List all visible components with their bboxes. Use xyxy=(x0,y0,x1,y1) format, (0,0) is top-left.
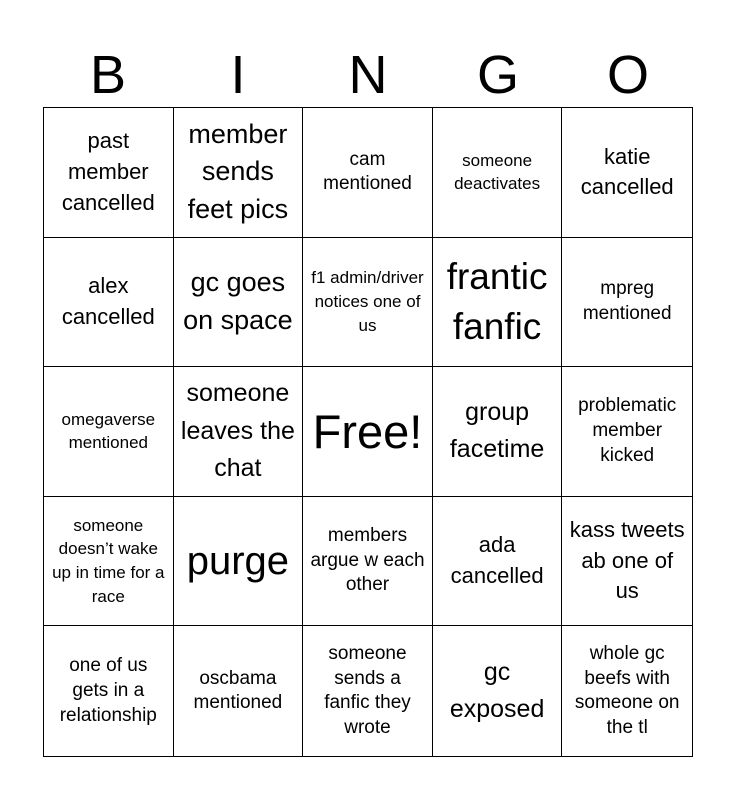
bingo-cell[interactable] xyxy=(562,238,692,368)
header-letter-o: O xyxy=(606,45,649,105)
cell-text: members argue w each other xyxy=(310,525,425,596)
cell-text: kass tweets ab one of us xyxy=(569,516,685,604)
cell-text: cam mentioned xyxy=(323,148,412,195)
bingo-cell[interactable] xyxy=(174,238,304,368)
bingo-cell[interactable] xyxy=(433,367,563,497)
cell-text: member sends feet pics xyxy=(187,118,289,225)
bingo-cell[interactable] xyxy=(562,497,692,627)
header-letter-i: I xyxy=(230,45,246,105)
bingo-cell[interactable] xyxy=(433,238,563,368)
free-space[interactable] xyxy=(303,367,433,497)
cell-text: past member cancelled xyxy=(61,128,155,215)
bingo-cell[interactable] xyxy=(44,626,174,756)
header-letter-b: B xyxy=(89,45,127,105)
bingo-cell[interactable] xyxy=(433,497,563,627)
cell-text: someone sends a fanfic they wrote xyxy=(324,642,411,738)
bingo-cell[interactable] xyxy=(562,367,692,497)
bingo-cell[interactable] xyxy=(433,626,563,756)
cell-text: f1 admin/driver notices one of us xyxy=(311,268,424,335)
cell-text: katie cancelled xyxy=(580,143,674,200)
bingo-cell[interactable] xyxy=(44,497,174,627)
cell-text: gc goes on space xyxy=(183,267,293,335)
cell-text: omegaverse mentioned xyxy=(61,409,156,453)
cell-text: mpreg mentioned xyxy=(582,278,672,324)
cell-text: Free! xyxy=(312,404,423,458)
bingo-cell[interactable] xyxy=(174,497,304,627)
bingo-cell[interactable] xyxy=(44,108,174,238)
header-letter-n: N xyxy=(348,45,388,105)
cell-text: alex cancelled xyxy=(61,273,155,329)
bingo-cell[interactable] xyxy=(303,238,433,368)
cell-text: purge xyxy=(186,539,290,584)
bingo-board xyxy=(43,107,693,757)
cell-text: gc exposed xyxy=(449,657,545,724)
bingo-cell[interactable] xyxy=(174,626,304,756)
cell-text: whole gc beefs with someone on the tl xyxy=(574,642,680,738)
cell-text: someone leaves the chat xyxy=(180,379,295,483)
bingo-cell[interactable] xyxy=(303,497,433,627)
bingo-cell[interactable] xyxy=(433,108,563,238)
cell-text: someone deactivates xyxy=(454,150,541,194)
bingo-header xyxy=(43,42,693,108)
cell-text: someone doesn’t wake up in time for a race xyxy=(52,515,165,606)
cell-text: one of us gets in a relationship xyxy=(59,655,157,726)
bingo-cell[interactable] xyxy=(44,238,174,368)
bingo-cell[interactable] xyxy=(562,626,692,756)
bingo-cell[interactable] xyxy=(303,626,433,756)
bingo-cell[interactable] xyxy=(44,367,174,497)
bingo-cell[interactable] xyxy=(174,108,304,238)
cell-text: group facetime xyxy=(449,397,545,464)
bingo-cell[interactable] xyxy=(562,108,692,238)
bingo-cell[interactable] xyxy=(174,367,304,497)
header-letter-g: G xyxy=(476,45,519,105)
cell-text: ada cancelled xyxy=(450,532,544,589)
cell-text: oscbama mentioned xyxy=(193,667,283,714)
cell-text: problematic member kicked xyxy=(578,395,677,466)
cell-text: frantic fanfic xyxy=(446,255,548,347)
bingo-cell[interactable] xyxy=(303,108,433,238)
